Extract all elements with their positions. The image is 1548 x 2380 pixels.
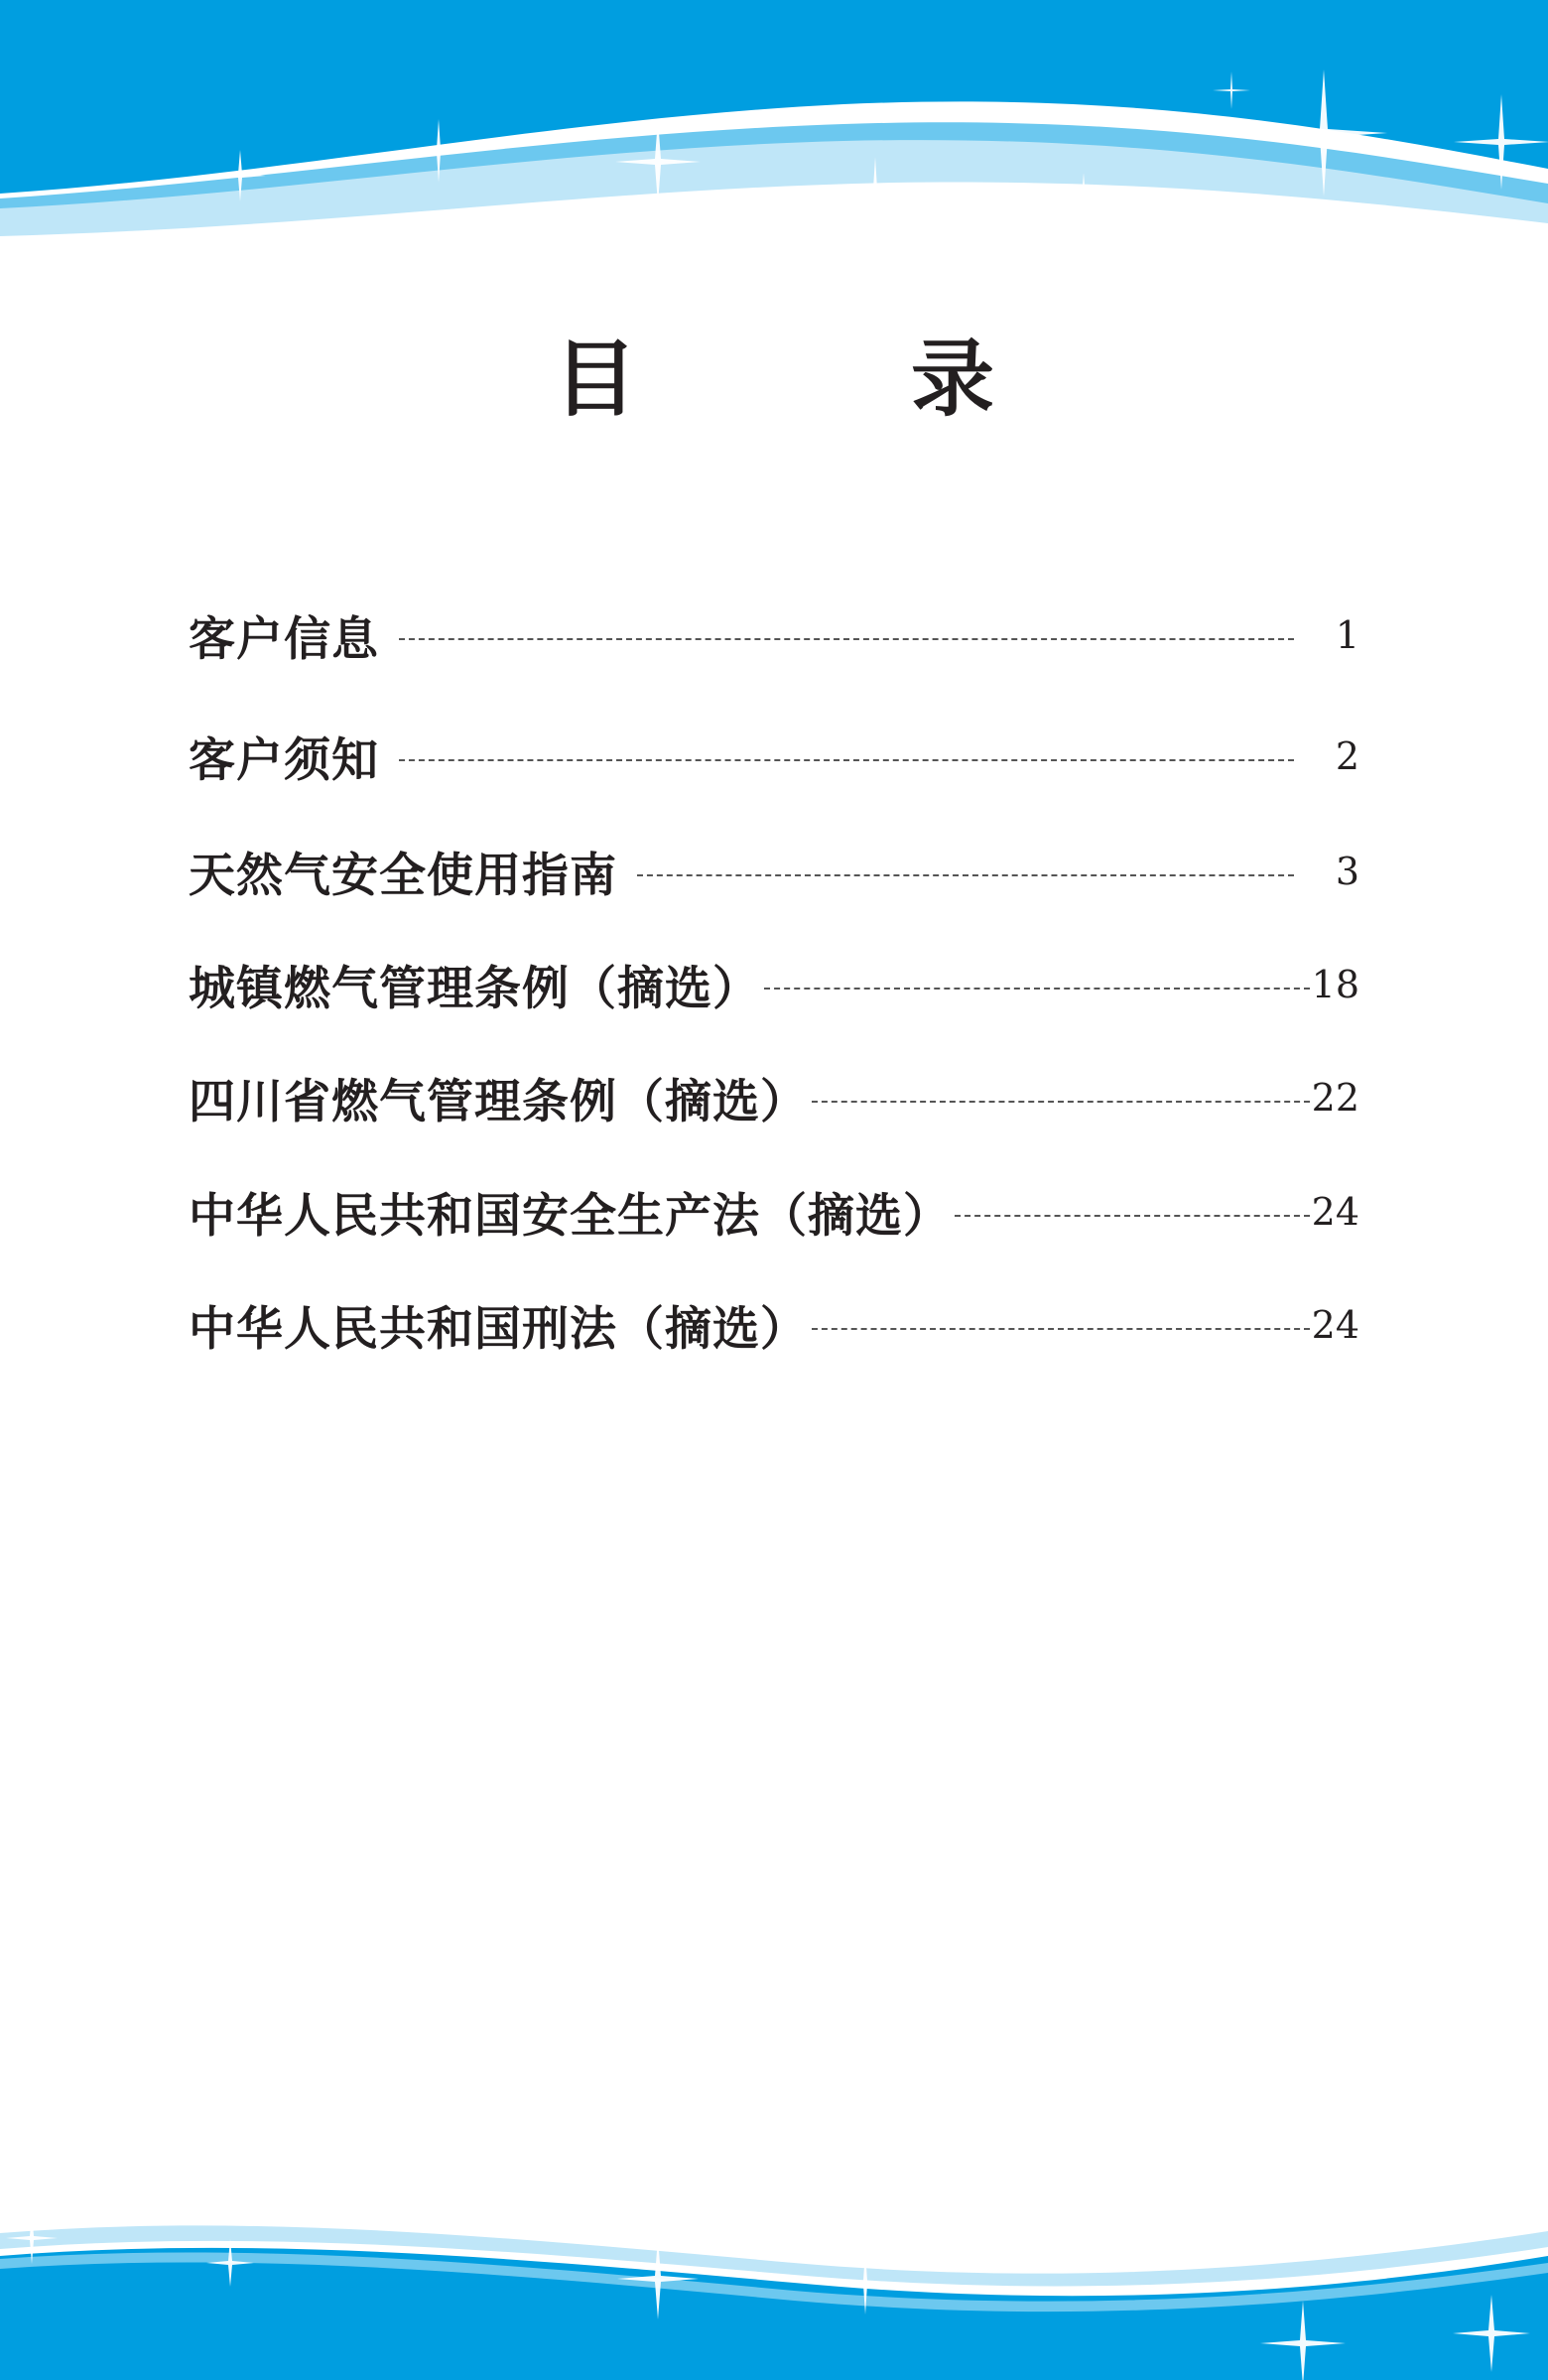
toc-entry-label: 客户信息 (189, 611, 379, 667)
toc-entry-label: 客户须知 (189, 732, 379, 788)
toc-leader-dots (812, 1328, 1310, 1330)
toc-leader-dots (764, 988, 1310, 990)
toc-leader-dots (399, 638, 1294, 640)
toc-entry-page: 18 (1311, 963, 1359, 1006)
toc-entry[interactable] (189, 595, 1359, 675)
toc-entry-page: 2 (1335, 734, 1359, 778)
toc-entry-label: 中华人民共和国安全生产法（摘选） (189, 1188, 951, 1244)
toc-entry-page: 1 (1335, 613, 1359, 657)
top-wave-banner (0, 0, 1548, 248)
toc-entry-page: 24 (1311, 1190, 1359, 1234)
page-title: 目 录 (553, 330, 1090, 428)
toc-entry[interactable] (189, 717, 1359, 796)
toc-leader-dots (812, 1101, 1310, 1103)
toc-leader-dots (399, 759, 1294, 761)
toc-leader-dots (637, 874, 1294, 876)
toc-entry-label: 天然气安全使用指南 (189, 848, 617, 903)
toc-entry-label: 四川省燃气管理条例（摘选） (189, 1074, 808, 1129)
toc-entry-label: 中华人民共和国刑法（摘选） (189, 1301, 808, 1357)
toc-entry-page: 3 (1335, 850, 1359, 893)
toc-entry[interactable] (189, 945, 1359, 1024)
bottom-wave-banner (0, 2182, 1548, 2380)
toc-entry-page: 22 (1311, 1076, 1359, 1120)
toc-entry-page: 24 (1311, 1303, 1359, 1347)
toc-entry-label: 城镇燃气管理条例（摘选） (189, 961, 760, 1016)
toc-leader-dots (955, 1215, 1310, 1217)
toc-entry[interactable] (189, 1058, 1359, 1137)
toc-entry[interactable] (189, 1285, 1359, 1365)
sparkle-icon (1064, 2201, 1123, 2261)
toc-entry[interactable] (189, 832, 1359, 911)
toc-entry[interactable] (189, 1172, 1359, 1252)
